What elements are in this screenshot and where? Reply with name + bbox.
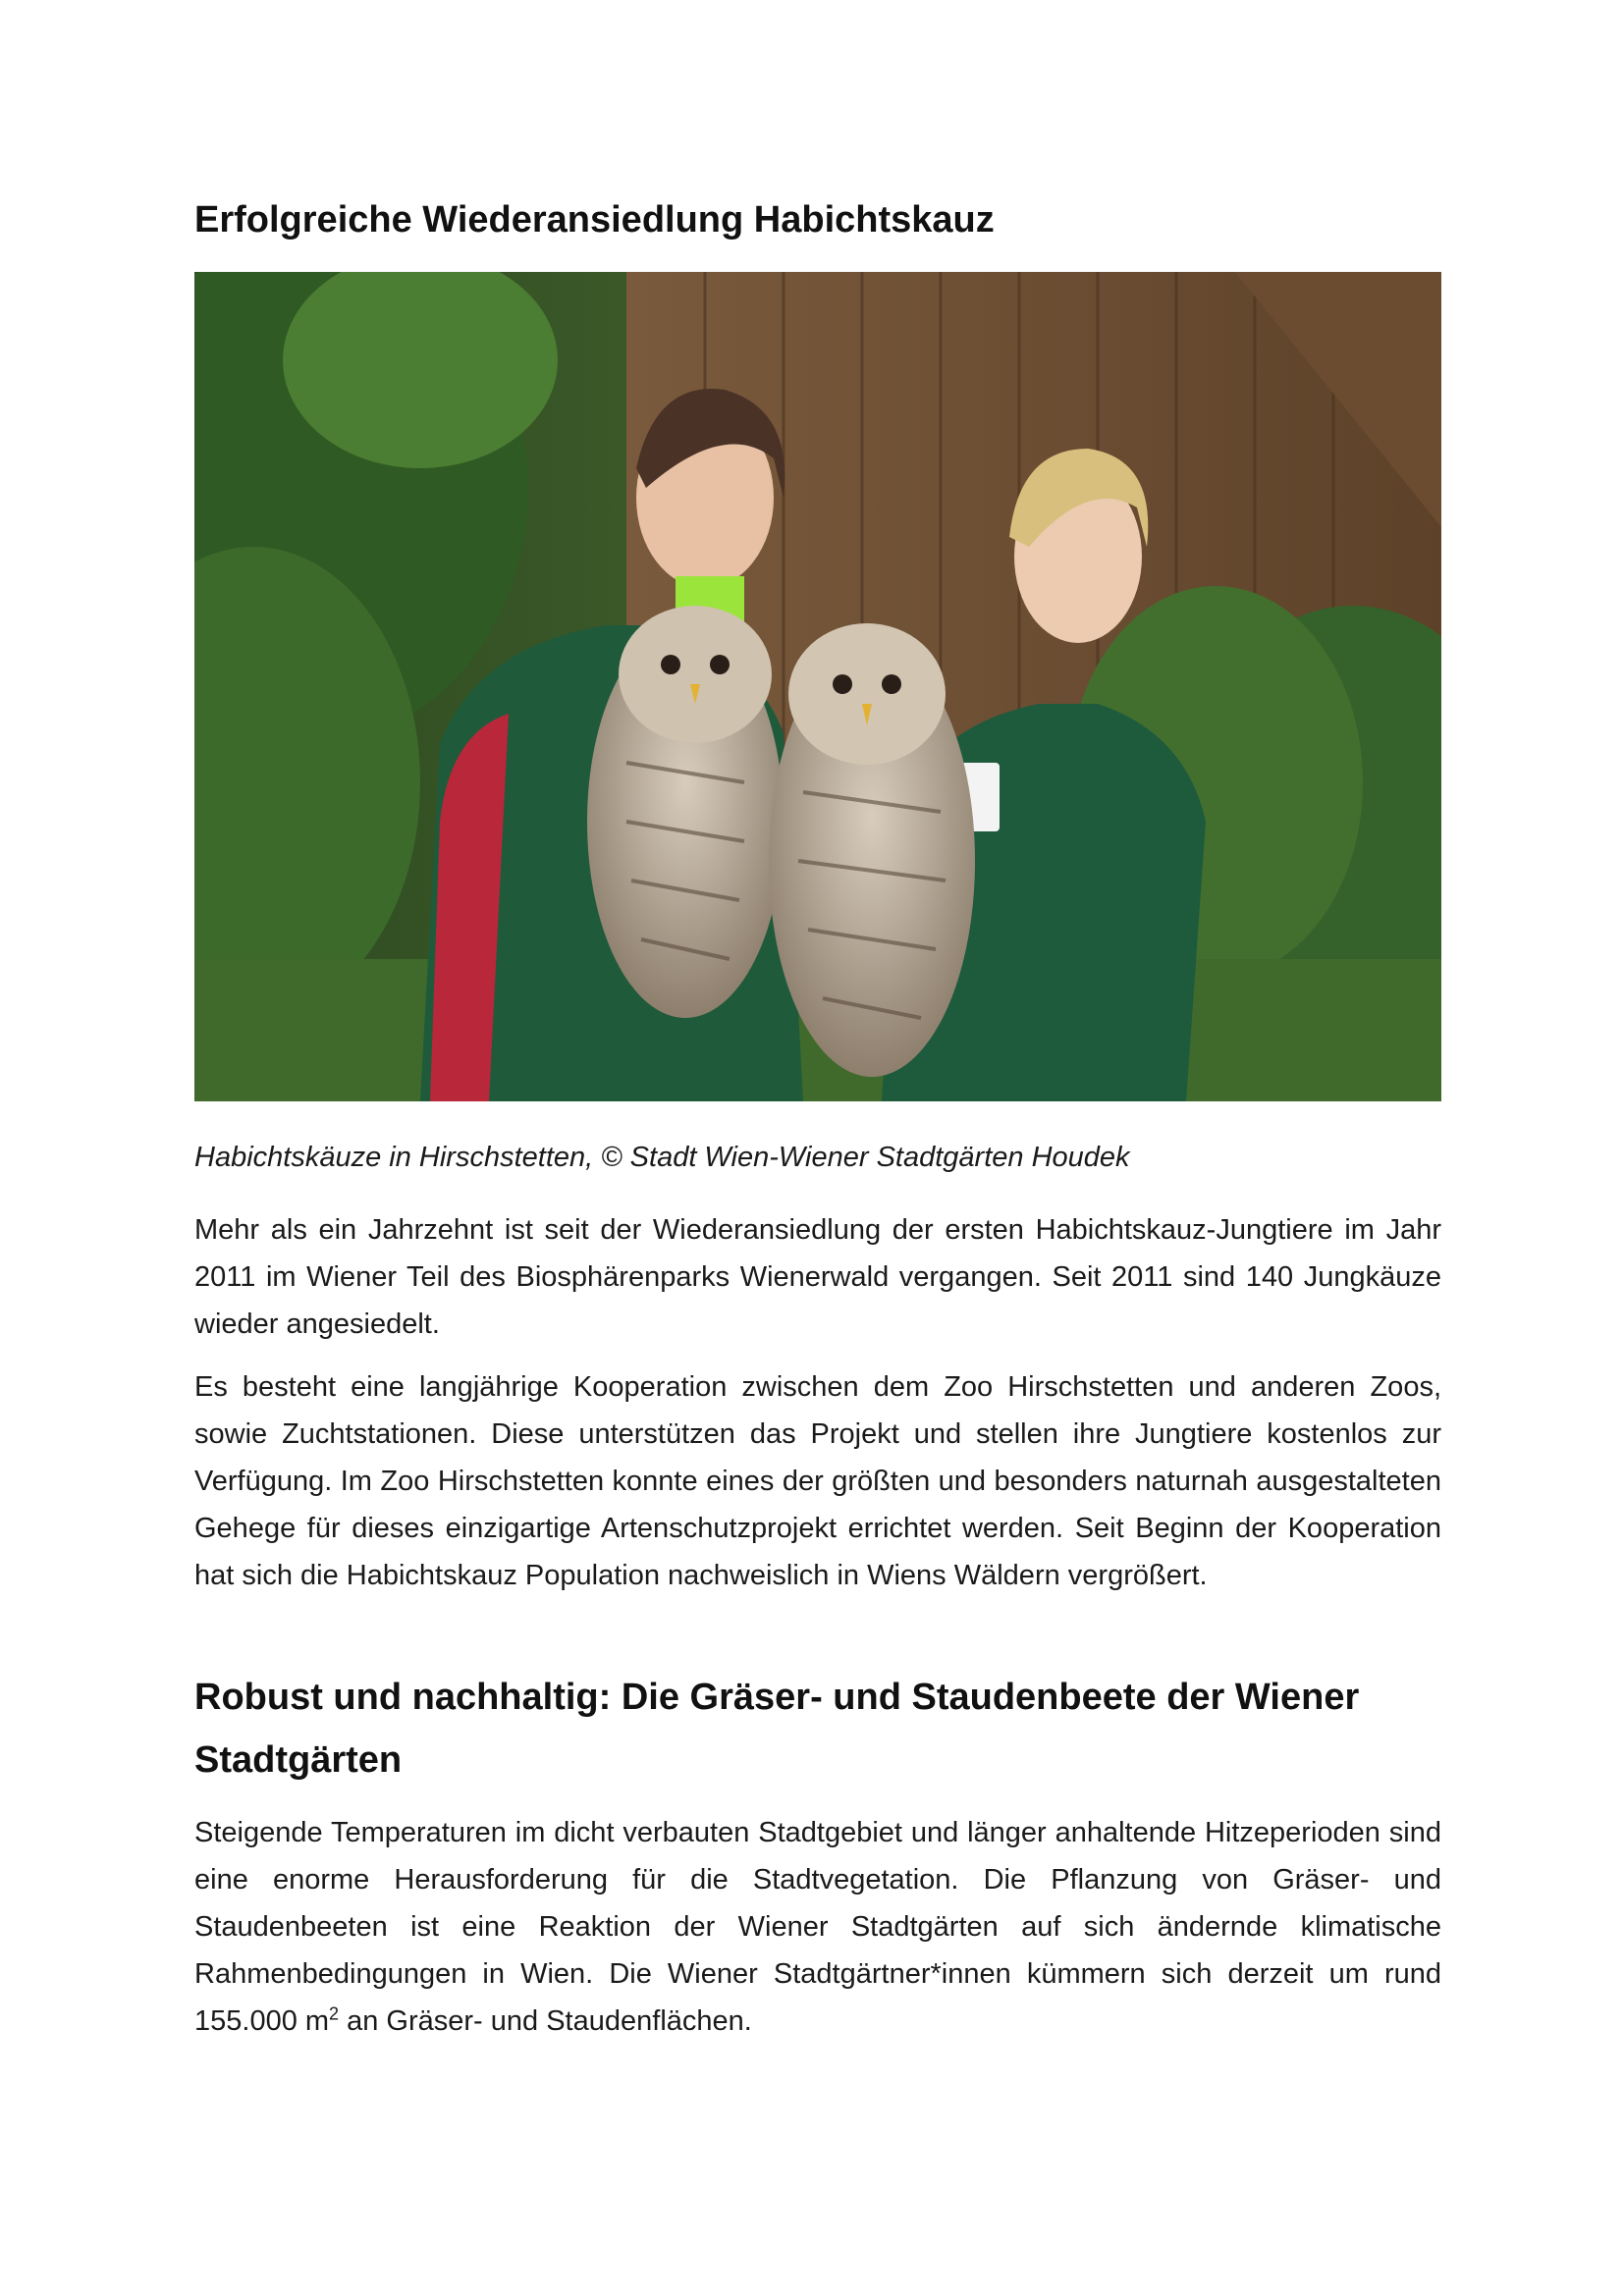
paragraph-kooperation: Es besteht eine langjährige Kooperation zwischen dem Zoo Hirschstetten und anderen Zoos, sowie Zuchtstationen. Diese unterstützen das Projekt und stellen ihre Jungtiere kostenlos zur Verfügung. Im Zoo Hirschstetten konnte eines der größten und besonders naturnah ausgestalteten Gehege für dieses einzigartige Artenschutzprojekt errichtet werden. Seit Beginn der Kooperation hat sich die Habichtskauz Population nachweislich in Wiens Wäldern vergrößert. — [194, 1371, 1441, 1591]
paragraph-text-main: Steigende Temperaturen im dicht verbauten Stadtgebiet und länger anhaltende Hitzeperioden sind eine enorme Herausforderung für die Stadtvegetation. Die Pflanzung von Gräser- und Staudenbeeten ist eine Reaktion der Wiener Stadtgärten auf sich ändernde klimatische Rahmenbedingungen in Wien. Die Wiener Stadtgärtner*innen kümmern sich derzeit um rund 155.000 m — [194, 1817, 1441, 2037]
section-title-staudenbeete: Robust und nachhaltig: Die Gräser- und Staudenbeete der Wiener Stadtgärten — [194, 1677, 1360, 1781]
photo-habichtskaeuze — [194, 272, 1441, 1101]
paragraph-staudenbeete — [194, 1809, 1441, 2045]
paragraph-wiederansiedlung: Mehr als ein Jahrzehnt ist seit der Wiederansiedlung der ersten Habichtskauz-Jungtiere im Jahr 2011 im Wiener Teil des Biosphärenparks Wienerwald vergangen. Seit 2011 sind 140 Jungkäuze wieder angesiedelt. — [194, 1214, 1441, 1340]
superscript-two: 2 — [329, 2003, 340, 2024]
paragraph-text-end: an Gräser- und Staudenflächen. — [339, 2005, 752, 2037]
photo-illustration — [194, 272, 1441, 1101]
section-title-habichtskauz: Erfolgreiche Wiederansiedlung Habichtskauz — [194, 199, 995, 240]
photo-caption: Habichtskäuze in Hirschstetten, © Stadt Wien-Wiener Stadtgärten Houdek — [194, 1142, 1130, 1173]
